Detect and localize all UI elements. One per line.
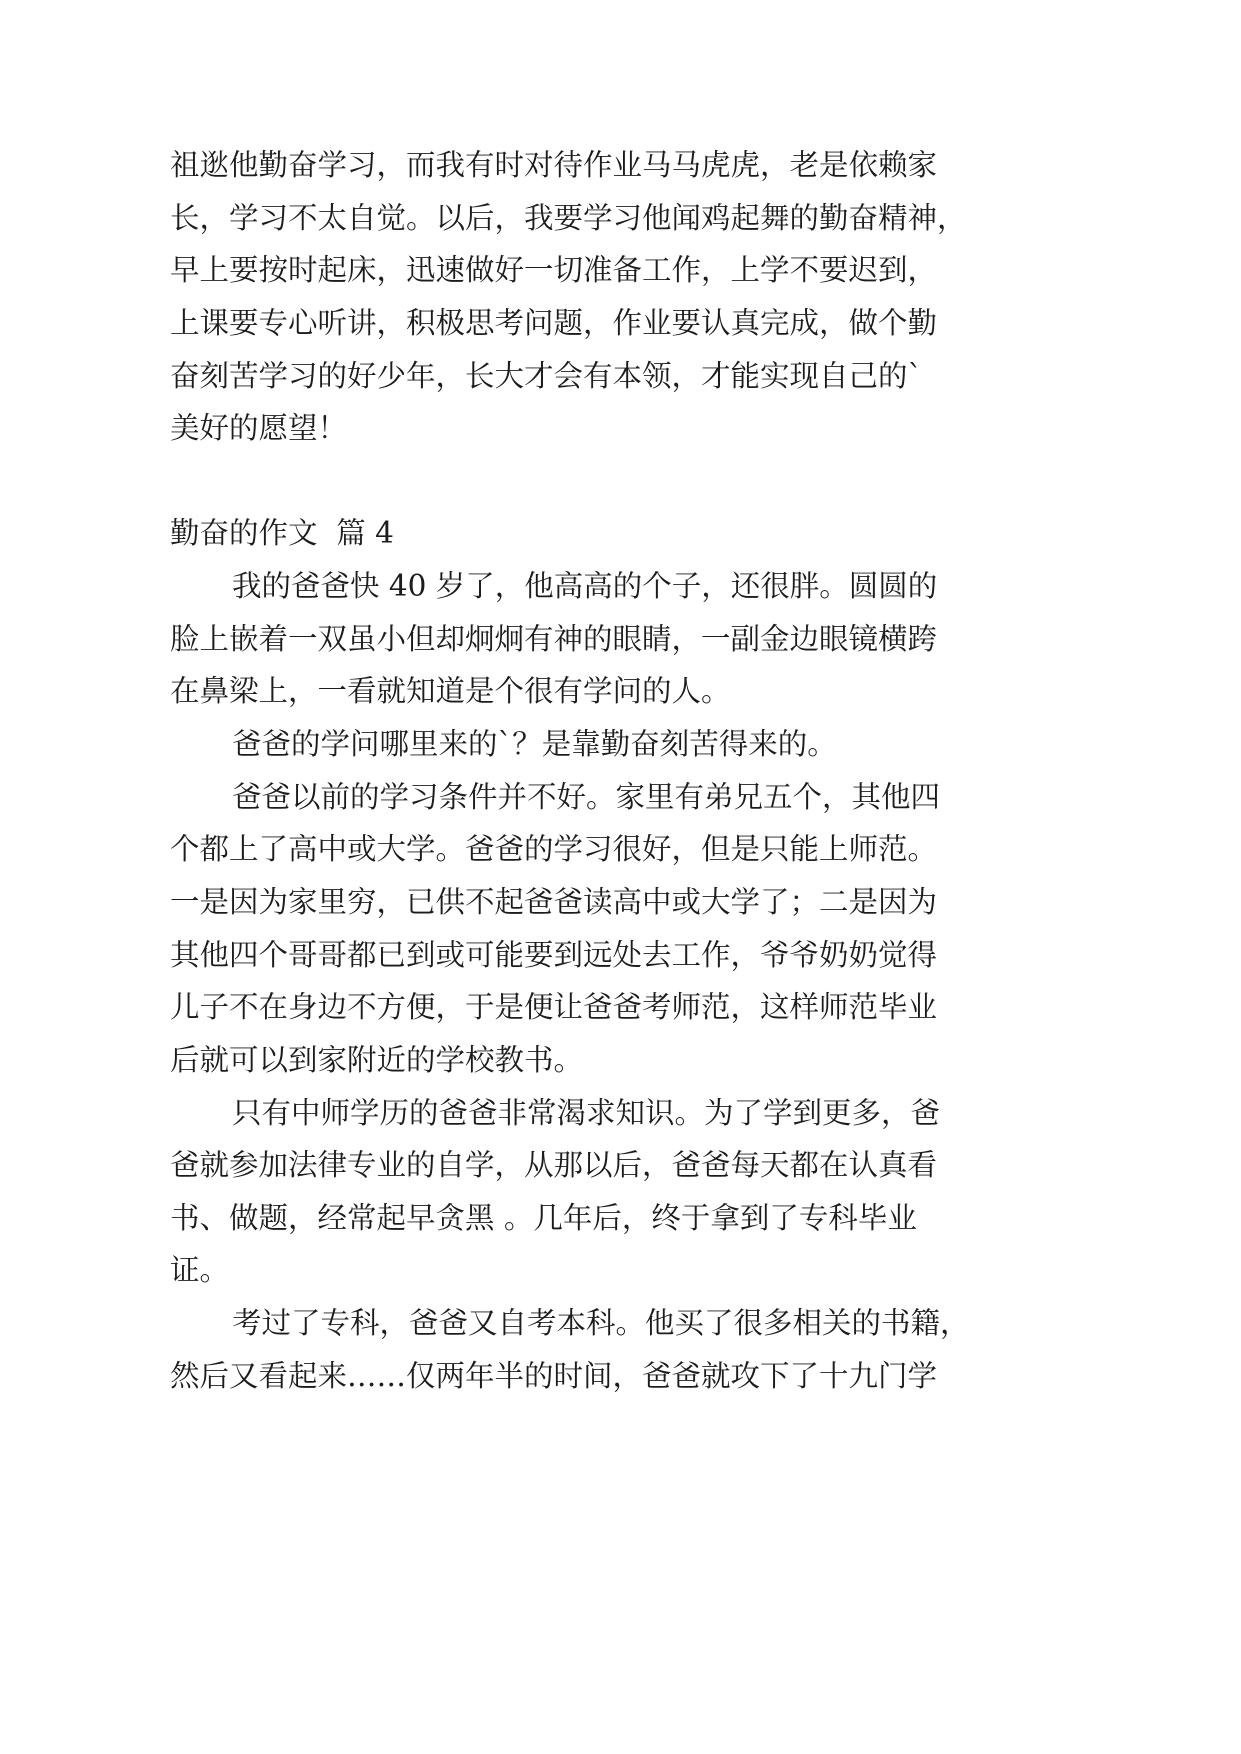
text-line: 长，学习不太自觉。以后，我要学习他闻鸡起舞的勤奋精神，: [170, 200, 967, 235]
paragraph: [170, 718, 970, 771]
text-line: 爸爸的学问哪里来的`？是靠勤奋刻苦得来的。: [232, 727, 837, 762]
text-line: 考过了专科，爸爸又自考本科。他买了很多相关的书籍，: [232, 1306, 970, 1341]
paragraph: [170, 560, 970, 718]
text-line: 其他四个哥哥都已到或可能要到远处去工作，爷爷奶奶觉得: [170, 937, 938, 972]
text-line: 然后又看起来……仅两年半的时间，爸爸就攻下了十九门学: [170, 1358, 938, 1393]
text-line: 脸上嵌着一双虽小但却炯炯有神的眼睛，一副金边眼镜横跨: [170, 621, 938, 656]
document-body: [170, 139, 970, 1402]
text-line: 书、做题，经常起早贪黑 。几年后，终于拿到了专科毕业: [170, 1200, 917, 1235]
text-line: 早上要按时起床，迅速做好一切准备工作，上学不要迟到，: [170, 253, 938, 288]
text-line: 一是因为家里穷，已供不起爸爸读高中或大学了；二是因为: [170, 884, 938, 919]
text-line: 爸就参加法律专业的自学，从那以后，爸爸每天都在认真看: [170, 1148, 938, 1183]
text-line: 我的爸爸快 40 岁了，他高高的个子，还很胖。圆圆的: [232, 569, 938, 604]
text-line: 证。: [170, 1253, 230, 1288]
text-line: 上课要专心听讲，积极思考问题，作业要认真完成，做个勤: [170, 305, 938, 340]
text-line: 美好的愿望！: [170, 411, 348, 446]
text-line: 奋刻苦学习的好少年，长大才会有本领，才能实现自己的`: [170, 358, 923, 393]
text-line: 只有中师学历的爸爸非常渴求知识。为了学到更多，爸: [232, 1095, 941, 1130]
section-heading: 勤奋的作文 篇 4: [170, 516, 394, 551]
paragraph: [170, 771, 970, 1087]
text-line: 个都上了高中或大学。爸爸的学习很好，但是只能上师范。: [170, 832, 938, 867]
text-line: 爸爸以前的学习条件并不好。家里有弟兄五个，其他四: [232, 779, 941, 814]
text-line: 祖逖他勤奋学习，而我有时对待作业马马虎虎，老是依赖家: [170, 148, 938, 182]
paragraph: [170, 1297, 970, 1402]
text-line: 儿子不在身边不方便，于是便让爸爸考师范，这样师范毕业: [170, 990, 938, 1025]
text-line: 后就可以到家附近的学校教书。: [170, 1042, 584, 1077]
paragraph: [170, 1087, 970, 1298]
continuation-paragraph: [170, 139, 970, 455]
text-line: 在鼻梁上，一看就知道是个很有学问的人。: [170, 674, 731, 709]
